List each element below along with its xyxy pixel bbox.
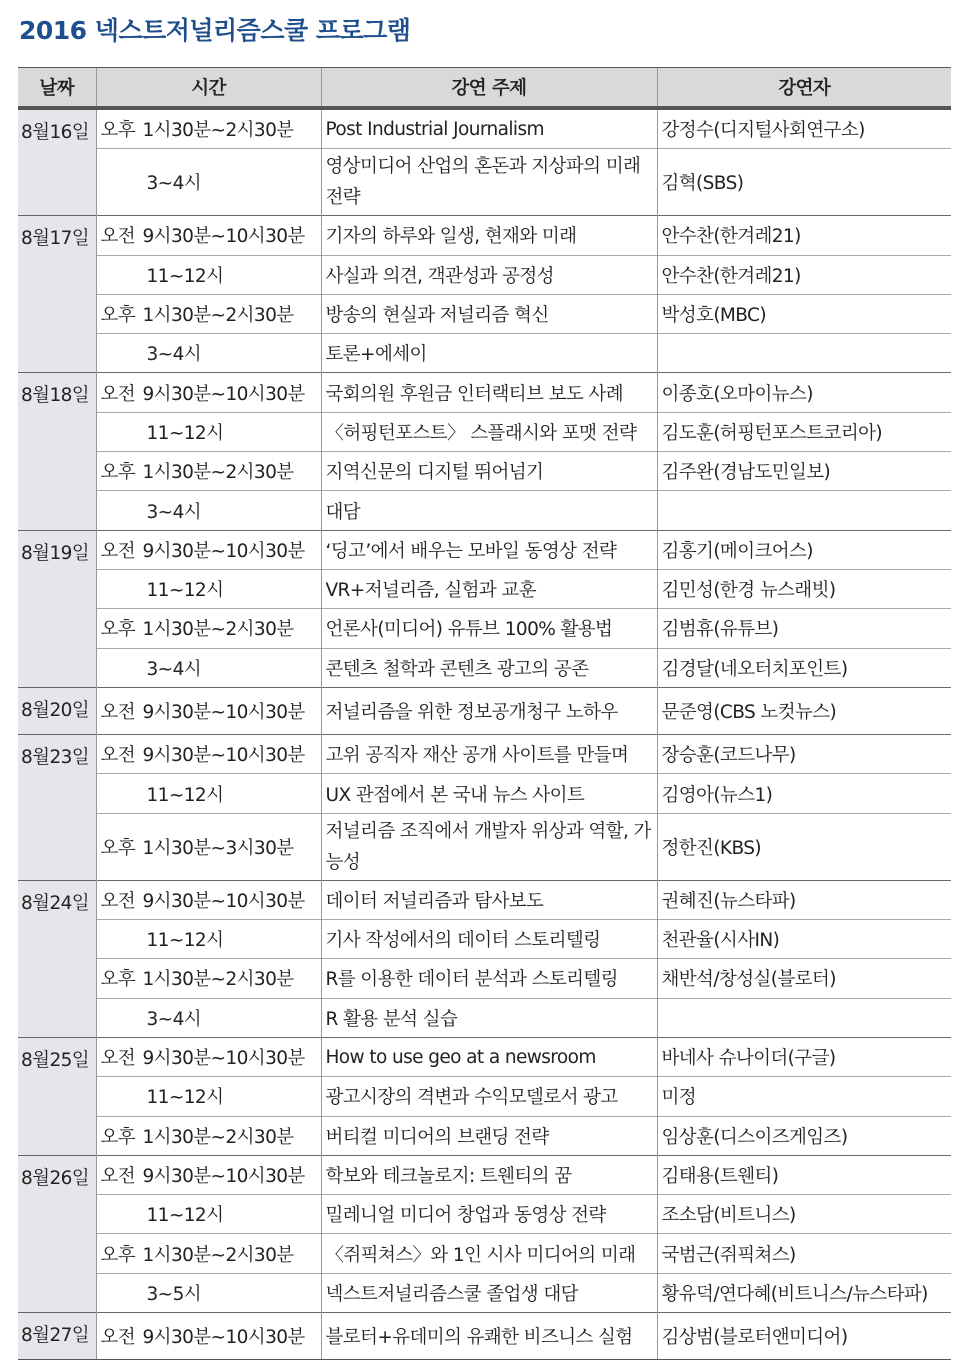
speaker-cell: 박성호(MBC) bbox=[657, 294, 951, 333]
time-range: 3~4시 bbox=[146, 344, 202, 366]
date-cell: 8월27일 bbox=[18, 1313, 96, 1360]
time-cell bbox=[96, 149, 321, 216]
topic-cell: 저널리즘 조직에서 개발자 위상과 역할, 가능성 bbox=[321, 813, 657, 880]
ampm-label: 오후 bbox=[100, 305, 136, 327]
time-cell bbox=[96, 998, 321, 1037]
table-row bbox=[18, 920, 951, 959]
topic-cell: 저널리즘을 위한 정보공개청구 노하우 bbox=[321, 687, 657, 734]
topic-cell: How to use geo at a newsroom bbox=[321, 1037, 657, 1076]
table-row bbox=[18, 774, 951, 813]
topic-cell: 블로터+유데미의 유쾌한 비즈니스 실험 bbox=[321, 1313, 657, 1360]
time-cell bbox=[96, 1313, 321, 1360]
topic-cell: VR+저널리즘, 실험과 교훈 bbox=[321, 569, 657, 608]
page-title: 2016 넥스트저널리즘스쿨 프로그램 bbox=[19, 16, 411, 45]
ampm-label: 오전 bbox=[100, 702, 136, 723]
topic-cell: 고위 공직자 재산 공개 사이트를 만들며 bbox=[321, 735, 657, 774]
time-cell bbox=[96, 609, 321, 648]
topic-cell: 넥스트저널리즘스쿨 졸업생 대담 bbox=[321, 1273, 657, 1312]
topic-cell: R 활용 분석 실습 bbox=[321, 998, 657, 1037]
ampm-label: 오후 bbox=[100, 1244, 136, 1266]
speaker-cell: 김민성(한경 뉴스래빗) bbox=[657, 569, 951, 608]
speaker-cell bbox=[657, 334, 951, 373]
table-row bbox=[18, 609, 951, 648]
time-range: 11~12시 bbox=[146, 580, 224, 602]
speaker-cell: 김홍기(메이크어스) bbox=[657, 530, 951, 569]
time-range: 11~12시 bbox=[146, 784, 224, 806]
time-cell bbox=[96, 530, 321, 569]
speaker-cell: 이종호(오마이뉴스) bbox=[657, 373, 951, 412]
time-range: 1시30분~3시30분 bbox=[142, 837, 294, 859]
time-cell bbox=[96, 1155, 321, 1194]
date-cell: 8월23일 bbox=[18, 735, 96, 881]
table-row bbox=[18, 373, 951, 412]
ampm-label: 오후 bbox=[100, 1126, 136, 1148]
time-range: 9시30분~10시30분 bbox=[142, 1048, 305, 1070]
time-range: 1시30분~2시30분 bbox=[142, 120, 294, 142]
time-cell bbox=[96, 255, 321, 294]
time-cell bbox=[96, 108, 321, 149]
time-range: 1시30분~2시30분 bbox=[142, 1126, 294, 1148]
table-row bbox=[18, 998, 951, 1037]
ampm-label: 오전 bbox=[100, 383, 136, 405]
speaker-cell: 권혜진(뉴스타파) bbox=[657, 880, 951, 919]
table-row bbox=[18, 880, 951, 919]
topic-cell: 밀레니얼 미디어 창업과 동영상 전략 bbox=[321, 1195, 657, 1234]
table-row bbox=[18, 149, 951, 216]
time-range: 9시30분~10시30분 bbox=[142, 383, 305, 405]
time-cell bbox=[96, 920, 321, 959]
time-range: 9시30분~10시30분 bbox=[142, 226, 305, 248]
topic-cell: 토론+에세이 bbox=[321, 334, 657, 373]
time-cell bbox=[96, 687, 321, 734]
date-cell: 8월18일 bbox=[18, 373, 96, 530]
date-cell: 8월24일 bbox=[18, 880, 96, 1037]
table-row bbox=[18, 648, 951, 687]
table-row bbox=[18, 959, 951, 998]
topic-cell: R를 이용한 데이터 분석과 스토리텔링 bbox=[321, 959, 657, 998]
ampm-label: 오전 bbox=[100, 1165, 136, 1187]
time-cell bbox=[96, 216, 321, 255]
time-range: 9시30분~10시30분 bbox=[142, 745, 305, 767]
topic-cell: 국회의원 후원금 인터랙티브 보도 사례 bbox=[321, 373, 657, 412]
topic-cell: 기사 작성에서의 데이터 스토리텔링 bbox=[321, 920, 657, 959]
topic-cell: 〈허핑턴포스트〉 스플래시와 포맷 전략 bbox=[321, 412, 657, 451]
topic-cell: 기자의 하루와 일생, 현재와 미래 bbox=[321, 216, 657, 255]
table-row bbox=[18, 735, 951, 774]
time-range: 9시30분~10시30분 bbox=[142, 540, 305, 562]
time-range: 11~12시 bbox=[146, 422, 224, 444]
table-header bbox=[18, 68, 951, 109]
speaker-cell bbox=[657, 491, 951, 530]
time-cell bbox=[96, 774, 321, 813]
speaker-cell: 김주완(경남도민일보) bbox=[657, 452, 951, 491]
speaker-cell: 조소담(비트니스) bbox=[657, 1195, 951, 1234]
time-cell bbox=[96, 491, 321, 530]
ampm-label: 오후 bbox=[100, 462, 136, 484]
speaker-cell: 장승훈(코드나무) bbox=[657, 735, 951, 774]
speaker-cell: 문준영(CBS 노컷뉴스) bbox=[657, 687, 951, 734]
time-cell bbox=[96, 648, 321, 687]
time-range: 3~5시 bbox=[146, 1283, 202, 1305]
time-range: 1시30분~2시30분 bbox=[142, 305, 294, 327]
topic-cell: 데이터 저널리즘과 탐사보도 bbox=[321, 880, 657, 919]
ampm-label: 오전 bbox=[100, 890, 136, 912]
time-range: 3~4시 bbox=[146, 501, 202, 523]
time-cell bbox=[96, 412, 321, 451]
table-body bbox=[18, 108, 951, 1360]
speaker-cell: 황유덕/연다혜(비트니스/뉴스타파) bbox=[657, 1273, 951, 1312]
speaker-cell: 국범근(쥐픽쳐스) bbox=[657, 1234, 951, 1273]
time-range: 3~4시 bbox=[146, 658, 202, 680]
header-topic: 강연 주제 bbox=[321, 68, 657, 109]
speaker-cell: 김경달(네오터치포인트) bbox=[657, 648, 951, 687]
table-row bbox=[18, 1234, 951, 1273]
speaker-cell: 김도훈(허핑턴포스트코리아) bbox=[657, 412, 951, 451]
time-cell bbox=[96, 1195, 321, 1234]
table-row bbox=[18, 1195, 951, 1234]
time-range: 9시30분~10시30분 bbox=[142, 890, 305, 912]
date-cell: 8월20일 bbox=[18, 687, 96, 734]
speaker-cell: 김범휴(유튜브) bbox=[657, 609, 951, 648]
topic-cell: UX 관점에서 본 국내 뉴스 사이트 bbox=[321, 774, 657, 813]
topic-cell: 사실과 의견, 객관성과 공정성 bbox=[321, 255, 657, 294]
table-row bbox=[18, 813, 951, 880]
time-cell bbox=[96, 813, 321, 880]
topic-cell: ‘딩고’에서 배우는 모바일 동영상 전략 bbox=[321, 530, 657, 569]
table-row bbox=[18, 412, 951, 451]
date-cell: 8월25일 bbox=[18, 1037, 96, 1155]
speaker-cell: 김상범(블로터앤미디어) bbox=[657, 1313, 951, 1360]
table-row bbox=[18, 1313, 951, 1360]
speaker-cell: 안수찬(한겨레21) bbox=[657, 255, 951, 294]
date-cell: 8월26일 bbox=[18, 1155, 96, 1312]
time-cell bbox=[96, 959, 321, 998]
time-range: 9시30분~10시30분 bbox=[142, 1165, 305, 1187]
speaker-cell: 정한진(KBS) bbox=[657, 813, 951, 880]
topic-cell: Post Industrial Journalism bbox=[321, 108, 657, 149]
time-cell bbox=[96, 880, 321, 919]
table-row bbox=[18, 569, 951, 608]
topic-cell: 대담 bbox=[321, 491, 657, 530]
topic-cell: 버티컬 미디어의 브랜딩 전략 bbox=[321, 1116, 657, 1155]
topic-cell: 방송의 현실과 저널리즘 혁신 bbox=[321, 294, 657, 333]
time-range: 9시30분~10시30분 bbox=[142, 1327, 305, 1349]
topic-cell: 지역신문의 디지털 뛰어넘기 bbox=[321, 452, 657, 491]
time-range: 1시30분~2시30분 bbox=[142, 462, 294, 484]
time-cell bbox=[96, 294, 321, 333]
time-range: 11~12시 bbox=[146, 265, 224, 287]
ampm-label: 오후 bbox=[100, 619, 136, 641]
time-cell bbox=[96, 334, 321, 373]
time-range: 11~12시 bbox=[146, 1205, 224, 1227]
topic-cell: 학보와 테크놀로지: 트웬티의 꿈 bbox=[321, 1155, 657, 1194]
date-cell: 8월16일 bbox=[18, 108, 96, 216]
time-cell bbox=[96, 452, 321, 491]
topic-cell: 〈쥐픽쳐스〉와 1인 시사 미디어의 미래 bbox=[321, 1234, 657, 1273]
table-row bbox=[18, 1155, 951, 1194]
time-range: 3~4시 bbox=[146, 173, 202, 195]
table-row bbox=[18, 255, 951, 294]
time-range: 3~4시 bbox=[146, 1008, 202, 1030]
table-row bbox=[18, 108, 951, 149]
speaker-cell: 바네사 슈나이더(구글) bbox=[657, 1037, 951, 1076]
topic-cell: 광고시장의 격변과 수익모델로서 광고 bbox=[321, 1077, 657, 1116]
speaker-cell: 채반석/창성실(블로터) bbox=[657, 959, 951, 998]
header-date: 날짜 bbox=[18, 68, 96, 109]
table-row bbox=[18, 1273, 951, 1312]
header-speaker: 강연자 bbox=[657, 68, 951, 109]
topic-cell: 콘텐츠 철학과 콘텐츠 광고의 공존 bbox=[321, 648, 657, 687]
time-cell bbox=[96, 569, 321, 608]
time-cell bbox=[96, 1037, 321, 1076]
speaker-cell: 김태용(트웬티) bbox=[657, 1155, 951, 1194]
speaker-cell: 김혁(SBS) bbox=[657, 149, 951, 216]
table-row bbox=[18, 1077, 951, 1116]
table-row bbox=[18, 334, 951, 373]
ampm-label: 오후 bbox=[100, 969, 136, 991]
speaker-cell: 임상훈(디스이즈게임즈) bbox=[657, 1116, 951, 1155]
time-range: 1시30분~2시30분 bbox=[142, 1244, 294, 1266]
table-row bbox=[18, 530, 951, 569]
speaker-cell: 김영아(뉴스1) bbox=[657, 774, 951, 813]
table-row bbox=[18, 216, 951, 255]
time-cell bbox=[96, 1273, 321, 1312]
time-cell bbox=[96, 735, 321, 774]
table-row bbox=[18, 687, 951, 734]
table-row bbox=[18, 491, 951, 530]
speaker-cell bbox=[657, 998, 951, 1037]
time-range: 11~12시 bbox=[146, 1087, 224, 1109]
table-row bbox=[18, 1116, 951, 1155]
topic-cell: 영상미디어 산업의 혼돈과 지상파의 미래 전략 bbox=[321, 149, 657, 216]
ampm-label: 오전 bbox=[100, 540, 136, 562]
time-range: 11~12시 bbox=[146, 930, 224, 952]
time-cell bbox=[96, 1234, 321, 1273]
topic-cell: 언론사(미디어) 유튜브 100% 활용법 bbox=[321, 609, 657, 648]
ampm-label: 오전 bbox=[100, 1327, 136, 1349]
time-cell bbox=[96, 1077, 321, 1116]
time-range: 1시30분~2시30분 bbox=[142, 619, 294, 641]
header-time: 시간 bbox=[96, 68, 321, 109]
schedule-table bbox=[18, 67, 951, 1360]
time-cell bbox=[96, 373, 321, 412]
time-range: 9시30분~10시30분 bbox=[142, 702, 305, 723]
ampm-label: 오후 bbox=[100, 837, 136, 859]
date-cell: 8월17일 bbox=[18, 216, 96, 373]
speaker-cell: 천관율(시사IN) bbox=[657, 920, 951, 959]
table-row bbox=[18, 294, 951, 333]
ampm-label: 오전 bbox=[100, 226, 136, 248]
table-row bbox=[18, 1037, 951, 1076]
ampm-label: 오전 bbox=[100, 745, 136, 767]
time-cell bbox=[96, 1116, 321, 1155]
date-cell: 8월19일 bbox=[18, 530, 96, 687]
ampm-label: 오전 bbox=[100, 1048, 136, 1070]
time-range: 1시30분~2시30분 bbox=[142, 969, 294, 991]
ampm-label: 오후 bbox=[100, 120, 136, 142]
speaker-cell: 강정수(디지털사회연구소) bbox=[657, 108, 951, 149]
speaker-cell: 안수찬(한겨레21) bbox=[657, 216, 951, 255]
speaker-cell: 미정 bbox=[657, 1077, 951, 1116]
table-row bbox=[18, 452, 951, 491]
